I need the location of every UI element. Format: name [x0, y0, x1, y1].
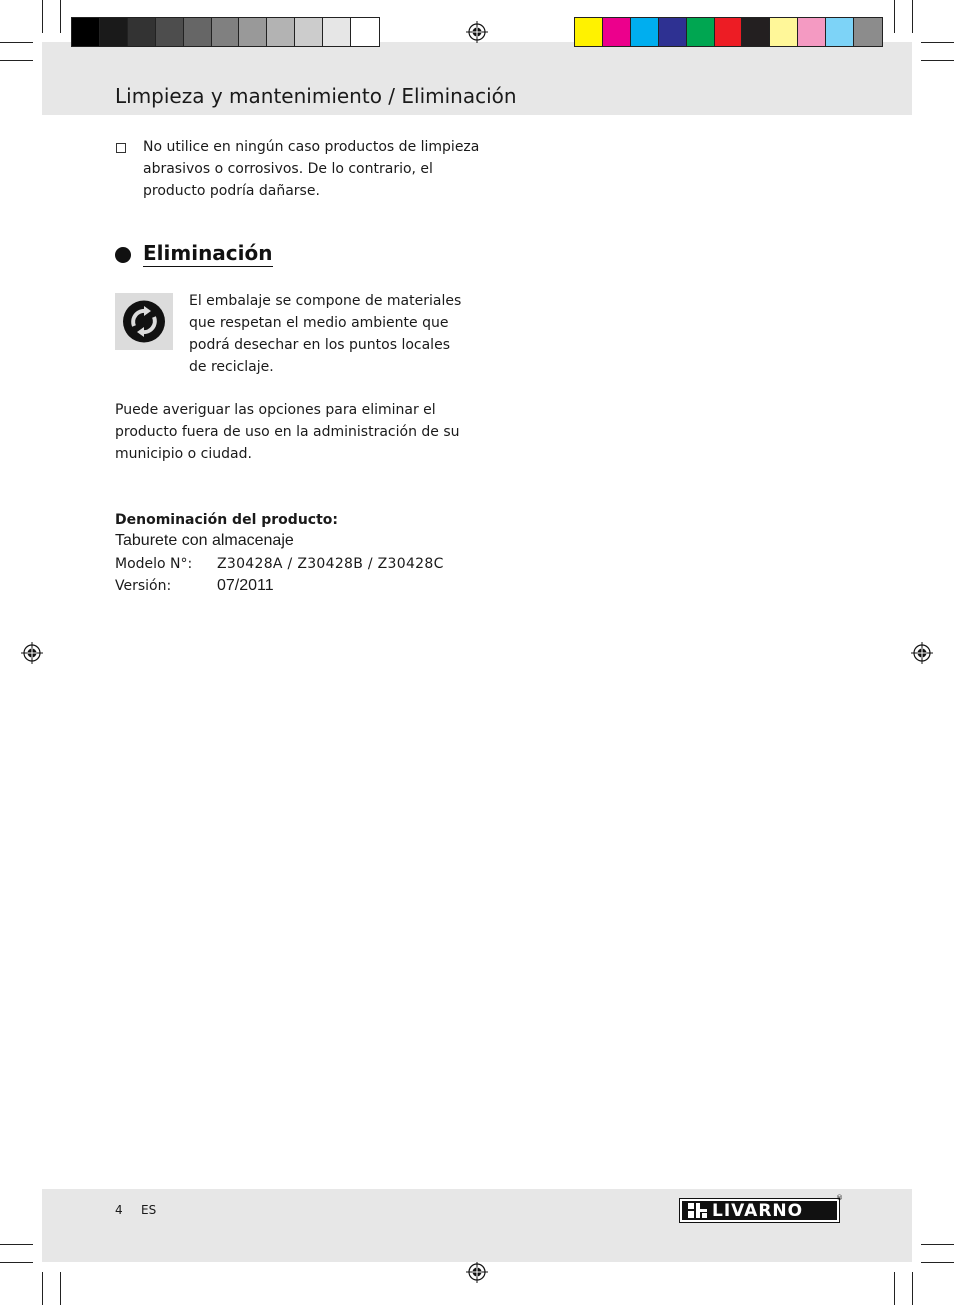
crop-mark: [60, 1272, 61, 1305]
color-swatch: [100, 18, 128, 46]
brand-name: LIVARNO: [712, 1200, 804, 1221]
color-swatch: [295, 18, 323, 46]
version-value: 07/2011: [217, 577, 274, 594]
bullet-square-icon: [116, 143, 126, 153]
color-swatch: [798, 18, 826, 46]
crop-mark: [0, 1244, 33, 1245]
crop-mark: [0, 1262, 33, 1263]
model-value: Z30428A / Z30428B / Z30428C: [217, 556, 444, 572]
text-line: municipio o ciudad.: [115, 446, 252, 462]
text-line: producto podría dañarse.: [143, 183, 320, 199]
product-denomination-label: Denominación del producto:: [115, 512, 338, 528]
text-line: No utilice en ningún caso productos de limpieza: [143, 139, 480, 155]
text-line: que respetan el medio ambiente que: [189, 315, 449, 331]
color-swatch: [156, 18, 184, 46]
color-swatch: [770, 18, 798, 46]
color-swatch: [239, 18, 267, 46]
color-swatch: [659, 18, 687, 46]
registration-target-icon: [466, 21, 488, 43]
crop-mark: [0, 60, 33, 61]
color-swatch: [742, 18, 770, 46]
text-line: abrasivos o corrosivos. De lo contrario, el: [143, 161, 433, 177]
crop-mark: [894, 1272, 895, 1305]
color-swatch: [826, 18, 854, 46]
crop-mark: [42, 1272, 43, 1305]
page-header: [42, 42, 912, 115]
crop-mark: [921, 42, 954, 43]
crop-mark: [912, 1272, 913, 1305]
text-line: producto fuera de uso en la administración de su: [115, 424, 460, 440]
crop-mark: [42, 0, 43, 33]
color-swatch: [323, 18, 351, 46]
language-code: ES: [141, 1203, 157, 1217]
registration-target-icon: [21, 642, 43, 664]
color-swatch: [72, 18, 100, 46]
text-line: El embalaje se compone de materiales: [189, 293, 462, 309]
crop-mark: [921, 60, 954, 61]
color-swatch: [212, 18, 240, 46]
crop-mark: [921, 1262, 954, 1263]
crop-mark: [921, 1244, 954, 1245]
registration-target-icon: [911, 642, 933, 664]
packaging-text: [189, 290, 489, 378]
registered-mark: ®: [836, 1194, 843, 1202]
page-footer: [42, 1189, 912, 1262]
color-swatch: [267, 18, 295, 46]
crop-mark: [60, 0, 61, 33]
text-line: de reciclaje.: [189, 359, 274, 375]
page-number: 4: [115, 1203, 123, 1217]
livarno-logo: [680, 1194, 843, 1222]
color-calibration-bar: [574, 17, 883, 47]
color-swatch: [351, 18, 379, 46]
color-swatch: [631, 18, 659, 46]
recycling-green-dot-icon: [115, 293, 173, 350]
grayscale-calibration-bar: [71, 17, 380, 47]
text-line: podrá desechar en los puntos locales: [189, 337, 450, 353]
color-swatch: [603, 18, 631, 46]
color-swatch: [687, 18, 715, 46]
livarno-symbol-icon: [688, 1203, 708, 1218]
color-swatch: [715, 18, 743, 46]
section-bullet-icon: [115, 247, 131, 263]
registration-target-icon: [466, 1261, 488, 1283]
disposal-info-text: [115, 399, 495, 465]
model-label: Modelo N°:: [115, 556, 193, 572]
crop-mark: [894, 0, 895, 33]
version-label: Versión:: [115, 578, 172, 594]
page-title: Limpieza y mantenimiento / Eliminación: [115, 84, 517, 108]
crop-mark: [912, 0, 913, 33]
text-line: Puede averiguar las opciones para eliminar el: [115, 402, 436, 418]
cleaning-warning-text: [143, 136, 483, 202]
color-swatch: [128, 18, 156, 46]
section-heading: Eliminación: [143, 241, 273, 265]
color-swatch: [575, 18, 603, 46]
color-swatch: [184, 18, 212, 46]
product-name: Taburete con almacenaje: [115, 532, 294, 549]
crop-mark: [0, 42, 33, 43]
color-swatch: [854, 18, 882, 46]
